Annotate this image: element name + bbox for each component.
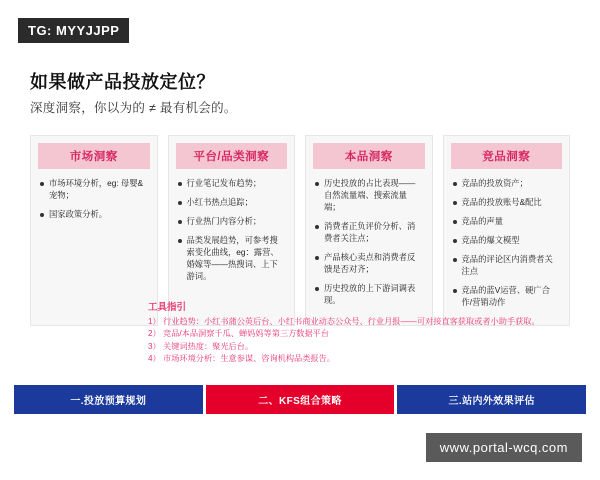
list-item-text: 历史投放的占比表现——自然流量端、搜索流量端；	[324, 178, 416, 213]
tg-badge: TG: MYYJJPP	[18, 18, 129, 43]
list-item	[178, 196, 286, 208]
card-heading-label: 平台/品类洞察	[193, 151, 270, 163]
tool-guide-line: 3） 关键词热度：聚光后台。	[148, 341, 254, 351]
list-item	[453, 253, 561, 277]
footer-steps	[14, 385, 586, 414]
card-body	[444, 169, 570, 319]
bullet-dot-icon	[315, 256, 319, 260]
list-item	[315, 177, 423, 213]
list-item	[178, 177, 286, 189]
card-body	[306, 169, 432, 317]
list-item-text: 市场环境分析，eg: 母婴&宠物；	[49, 178, 144, 201]
list-item-text: 竞品的投放资产；	[461, 178, 528, 188]
list-item-text: 行业笔记发布趋势；	[186, 178, 262, 188]
tool-guide-line: 1） 行业趋势：小红书蒲公英后台、小红书商业动态公众号、行业月报——可对接直客获取或者小助手获取。	[148, 317, 540, 326]
list-item	[178, 234, 286, 282]
card-heading	[451, 143, 563, 169]
bullet-dot-icon	[453, 182, 457, 186]
list-item	[178, 215, 286, 227]
list-item	[453, 234, 561, 246]
card-competitor-insight	[443, 135, 571, 326]
list-item-text: 消费者正负评价分析、消费者关注点；	[324, 221, 416, 244]
footer-step-kfs-strategy[interactable]: 二、KFS组合策略	[206, 385, 395, 414]
list-item-text: 行业热门内容分析；	[186, 216, 262, 227]
list-item-text: 历史投放的上下游词调表现。	[324, 283, 416, 306]
card-market-insight	[30, 135, 158, 326]
list-item-text: 竞品的爆文模型	[461, 235, 520, 246]
list-item-text: 产品核心卖点和消费者反馈是否对齐；	[324, 252, 416, 275]
insight-cards	[30, 135, 570, 326]
list-item-text: 小红书热点追踪；	[186, 197, 253, 208]
list-item	[40, 208, 148, 220]
list-item	[40, 177, 148, 201]
card-heading	[176, 143, 288, 169]
bullet-dot-icon	[453, 258, 457, 262]
card-heading	[38, 143, 150, 169]
tool-guide-line: 2） 竞品/本品洞察千瓜、蝉妈妈等第三方数据平台	[148, 329, 330, 339]
list-item	[453, 177, 561, 189]
list-item-text: 竞品的声量	[461, 216, 503, 227]
bullet-dot-icon	[178, 220, 182, 224]
bullet-dot-icon	[453, 289, 457, 293]
bullet-dot-icon	[40, 213, 44, 217]
page-title: 如果做产品投放定位？	[30, 72, 215, 92]
bullet-dot-icon	[40, 182, 44, 186]
card-own-product-insight	[305, 135, 433, 326]
tool-guide	[148, 299, 568, 365]
card-heading-label: 市场洞察	[69, 151, 118, 163]
list-item-text: 品类发展趋势，可参考搜索变化曲线，eg：露营、婚嫁等——热搜词、上下游词。	[186, 235, 279, 282]
bullet-dot-icon	[315, 182, 319, 186]
tool-guide-title: 工具指引	[148, 302, 187, 313]
bullet-dot-icon	[315, 287, 319, 291]
card-heading-label: 本品洞察	[344, 151, 393, 163]
list-item-text: 国家政策分析。	[49, 209, 108, 220]
card-platform-category-insight	[168, 135, 296, 326]
list-item	[453, 215, 561, 227]
card-heading-label: 竞品洞察	[482, 151, 531, 163]
list-item-text: 竞品的蓝V运营、硬广合作/营销动作	[461, 285, 551, 308]
footer-step-effect-evaluation[interactable]: 三.站内外效果评估	[397, 385, 586, 414]
page-subtitle: 深度洞察，你以为的 ≠ 最有机会的。	[30, 101, 237, 115]
bullet-dot-icon	[178, 239, 182, 243]
bullet-dot-icon	[453, 239, 457, 243]
list-item	[315, 220, 423, 244]
footer-step-budget-planning[interactable]: 一.投放预算规划	[14, 385, 203, 414]
watermark: www.portal-wcq.com	[426, 433, 582, 462]
bullet-dot-icon	[453, 201, 457, 205]
bullet-dot-icon	[178, 201, 182, 205]
card-heading	[313, 143, 425, 169]
card-body	[169, 169, 295, 293]
list-item-text: 竞品的投放账号&配比	[461, 197, 542, 208]
card-body	[31, 169, 157, 231]
bullet-dot-icon	[453, 220, 457, 224]
list-item	[453, 196, 561, 208]
bullet-dot-icon	[178, 182, 182, 186]
list-item-text: 竞品的评论区内消费者关注点	[461, 254, 553, 277]
tool-guide-line: 4） 市场环境分析：生意参谋、咨询机构品类报告。	[148, 353, 335, 363]
list-item	[315, 251, 423, 275]
bullet-dot-icon	[315, 225, 319, 229]
